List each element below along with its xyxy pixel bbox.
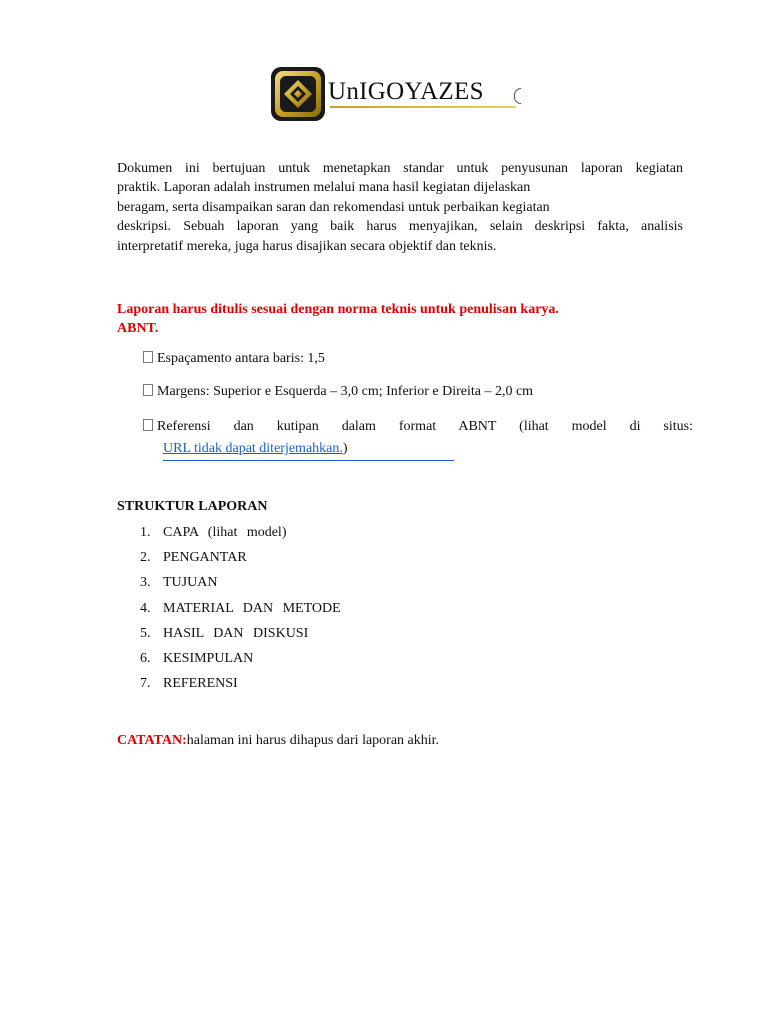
note-text: halaman ini harus dihapus dari laporan akhir. [186,733,440,748]
list-number: 5. [140,625,151,641]
abnt-warning-label: ABNT. [117,321,159,336]
structure-title: STRUKTUR LAPORAN [117,499,268,514]
list-item [140,573,341,598]
logo-mark-fragment [514,88,521,104]
list-label: TUJUAN [163,575,218,591]
intro-line: interpretatif mereka, juga harus disajikan secara objektif dan teknis. [117,238,497,254]
list-item [140,599,341,624]
list-item [140,649,341,674]
bullet-margins [143,384,533,400]
intro-paragraph [117,159,683,256]
logo-wordmark: UnIGOYAZES [328,78,484,105]
list-number: 7. [140,676,151,692]
intro-line: praktik. Laporan adalah instrumen melalui mana hasil kegiatan dijelaskan [117,180,531,196]
bullet-text: Referensi dan kutipan dalam format ABNT (lihat model di situs: [157,419,693,434]
close-paren: ) [342,441,348,456]
intro-line: Dokumen ini bertujuan untuk menetapkan standar untuk penyusunan laporan kegiatan [117,161,683,176]
logo-underline [330,106,516,108]
list-label: CAPA (lihat model) [163,525,287,540]
list-label: KESIMPULAN [163,650,254,666]
reference-url-text[interactable]: URL tidak dapat diterjemahkan. [163,441,343,456]
bullet-box-icon [143,419,153,431]
list-label: REFERENSI [163,676,238,692]
list-number: 1. [140,525,151,540]
bullet-box-icon [143,384,153,396]
intro-line: beragam, serta disampaikan saran dan rekomendasi untuk perbaikan kegiatan [117,199,550,215]
structure-list [140,523,341,699]
abnt-warning-line: Laporan harus ditulis sesuai dengan norma teknis untuk penulisan karya. [117,302,559,317]
list-number: 4. [140,600,151,616]
bullet-box-icon [143,351,153,363]
bullet-references [143,416,693,461]
list-number: 2. [140,550,151,566]
list-item [140,548,341,573]
list-label: MATERIAL DAN METODE [163,600,341,616]
bullet-line-spacing [143,351,325,367]
list-number: 3. [140,575,151,591]
bullet-text: Margens: Superior e Esquerda – 3,0 cm; Inferior e Direita – 2,0 cm [157,384,534,399]
bullet-text: Espaçamento antara baris: 1,5 [157,351,325,366]
list-number: 6. [140,650,151,666]
logo-emblem-icon [270,66,326,122]
note-line [117,733,439,749]
reference-url-link[interactable] [163,438,454,461]
intro-line: deskripsi. Sebuah laporan yang baik harus menyajikan, selain deskripsi fakta, analisis [117,219,683,235]
abnt-warning [117,300,559,338]
list-item [140,523,341,548]
list-label: PENGANTAR [163,550,247,566]
list-item [140,624,341,649]
list-label: HASIL DAN DISKUSI [163,625,309,641]
list-item [140,674,341,699]
note-label: CATATAN: [117,733,187,748]
university-logo [270,66,522,122]
